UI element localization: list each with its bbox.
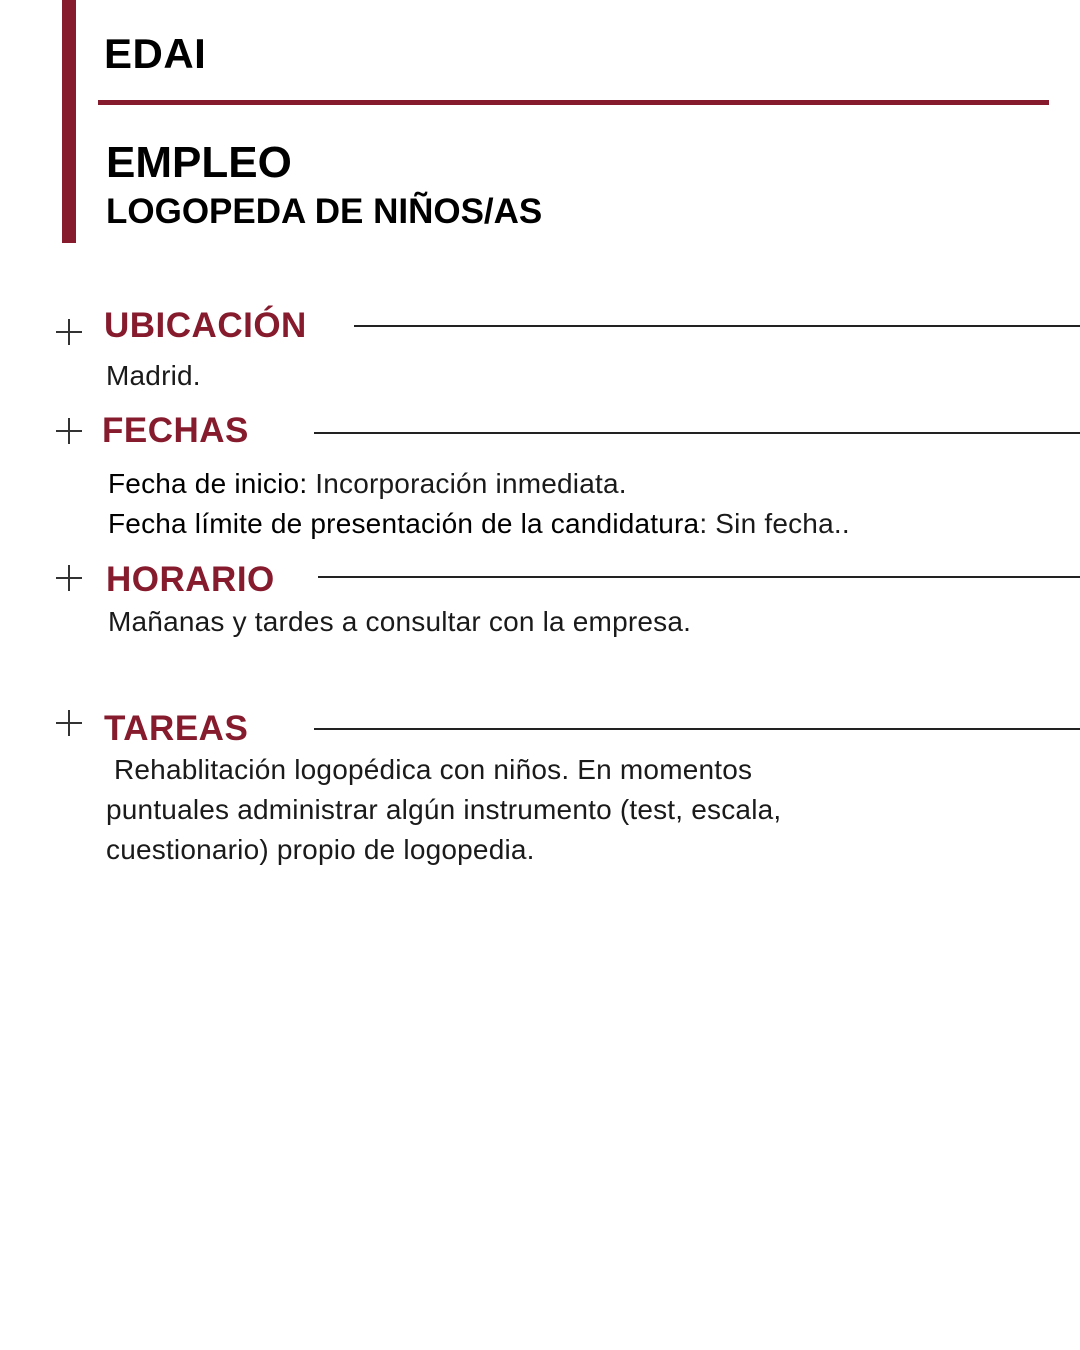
plus-icon bbox=[56, 565, 82, 591]
section-heading-ubicacion: UBICACIÓN bbox=[104, 306, 307, 345]
section-heading-tareas: TAREAS bbox=[104, 709, 249, 748]
tareas-line-3: cuestionario) propio de logopedia. bbox=[106, 834, 535, 865]
tareas-line-1: Rehablitación logopédica con niños. En momentos bbox=[106, 754, 753, 785]
tareas-line-2: puntuales administrar algún instrumento (test, escala, bbox=[106, 794, 782, 825]
fechas-deadline-label: Fecha límite de presentación de la candidatura bbox=[108, 508, 700, 539]
fechas-start bbox=[108, 464, 627, 504]
section-divider bbox=[318, 576, 1080, 578]
section-heading-fechas: FECHAS bbox=[102, 411, 249, 450]
fechas-deadline bbox=[108, 504, 850, 544]
plus-icon bbox=[56, 710, 82, 736]
ubicacion-text: Madrid. bbox=[106, 360, 201, 391]
horario-text: Mañanas y tardes a consultar con la empresa. bbox=[108, 606, 692, 637]
fechas-start-value: Incorporación inmediata. bbox=[307, 468, 627, 499]
section-divider bbox=[314, 432, 1080, 434]
plus-icon bbox=[56, 418, 82, 444]
section-divider bbox=[314, 728, 1080, 730]
org-name: EDAI bbox=[104, 30, 207, 77]
fechas-start-label: Fecha de inicio: bbox=[108, 468, 308, 499]
header-rule bbox=[98, 100, 1049, 105]
plus-icon bbox=[56, 319, 82, 345]
section-heading-horario: HORARIO bbox=[106, 560, 275, 599]
job-type: EMPLEO bbox=[106, 138, 292, 187]
accent-bar bbox=[62, 0, 76, 243]
fechas-deadline-value: : Sin fecha.. bbox=[699, 508, 850, 539]
section-divider bbox=[354, 325, 1080, 327]
job-title: LOGOPEDA DE NIÑOS/AS bbox=[106, 192, 543, 231]
